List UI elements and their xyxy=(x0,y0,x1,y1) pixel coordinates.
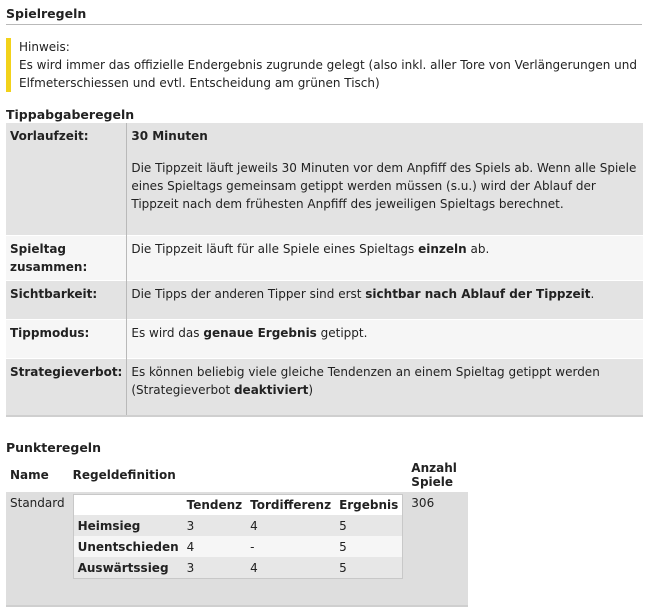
row-label: Auswärtssieg xyxy=(73,557,183,579)
rule-value-text: Die Tipps der anderen Tipper sind erst xyxy=(131,287,366,301)
rule-value-text: Die Tippzeit läuft für alle Spiele eines Spieltags xyxy=(131,242,419,256)
page-title: Spielregeln xyxy=(6,6,642,25)
rule-value-bold: 30 Minuten xyxy=(131,129,208,143)
rule-row-spieltag xyxy=(6,236,643,281)
rule-row-vorlaufzeit xyxy=(6,123,643,236)
value-tordifferenz: 4 xyxy=(246,557,335,579)
rule-definition xyxy=(69,492,408,606)
inner-row-auswaertssieg xyxy=(73,557,403,579)
value-tordifferenz: 4 xyxy=(246,515,335,536)
header-ergebnis: Ergebnis xyxy=(339,498,399,512)
inner-header-row xyxy=(73,495,403,516)
header-tendenz: Tendenz xyxy=(186,498,243,512)
punkteregeln-table xyxy=(6,458,468,607)
rule-value xyxy=(127,123,643,236)
inner-row-unentschieden xyxy=(73,536,403,557)
rule-row-sichtbarkeit xyxy=(6,281,643,320)
rule-value xyxy=(127,236,643,281)
value-tendenz: 3 xyxy=(183,515,247,536)
header-tordifferenz: Tordifferenz xyxy=(250,498,332,512)
value-ergebnis: 5 xyxy=(335,536,403,557)
game-count: 306 xyxy=(407,492,468,606)
rule-row-tippmodus xyxy=(6,320,643,359)
punkteregeln-title: Punkteregeln xyxy=(6,440,101,455)
rule-value-bold: genaue Ergebnis xyxy=(203,326,317,340)
rule-name: Standard xyxy=(6,492,69,606)
header-anzahl-spiele: Anzahl Spiele xyxy=(411,461,457,489)
rule-value xyxy=(127,320,643,359)
rule-value-text: ab. xyxy=(466,242,490,256)
row-label: Unentschieden xyxy=(73,536,183,557)
hint-box xyxy=(6,38,647,92)
rule-value-bold: sichtbar nach Ablauf der Tippzeit xyxy=(365,287,591,301)
header-name: Name xyxy=(10,468,49,482)
rule-value-text: getippt. xyxy=(316,326,368,340)
rule-key: Tippmodus: xyxy=(6,320,127,359)
inner-row-heimsieg xyxy=(73,515,403,536)
rule-value-bold: einzeln xyxy=(418,242,467,256)
rule-value-bold: deaktiviert xyxy=(233,383,309,397)
tippabgabe-rules-table xyxy=(6,123,643,417)
hint-label: Hinweis: xyxy=(19,40,70,54)
punkte-header-row xyxy=(6,458,468,492)
rule-key: Strategieverbot: xyxy=(6,359,127,417)
rule-value-text: ) xyxy=(308,383,314,397)
rule-value-text: Es wird das xyxy=(131,326,204,340)
value-ergebnis: 5 xyxy=(335,557,403,579)
punkte-row-standard xyxy=(6,492,468,606)
value-tendenz: 3 xyxy=(183,557,247,579)
value-tendenz: 4 xyxy=(183,536,247,557)
value-ergebnis: 5 xyxy=(335,515,403,536)
rule-row-strategieverbot xyxy=(6,359,643,417)
rule-value xyxy=(127,359,643,417)
points-definition-table xyxy=(73,494,404,579)
row-label: Heimsieg xyxy=(73,515,183,536)
rule-value-text: Es können beliebig viele gleiche Tendenzen an einem Spieltag getippt werden (Strategieverbot xyxy=(131,365,600,397)
rule-key: Vorlaufzeit: xyxy=(6,123,127,236)
hint-text: Es wird immer das offizielle Endergebnis zugrunde gelegt (also inkl. aller Tore von Verlängerungen und Elfmeterschiessen und evtl. Entscheidung am grünen Tisch) xyxy=(19,58,637,90)
value-tordifferenz: - xyxy=(246,536,335,557)
rule-value xyxy=(127,281,643,320)
rule-value-text: Die Tippzeit läuft jeweils 30 Minuten vor dem Anpfiff des Spiels ab. Wenn alle Spiele eines Spieltags gemeinsam getippt werden müssen (s.u.) wird der Ablauf der Tippzeit nach dem frühesten Anpfiff des jeweiligen Spieltags berechnet. xyxy=(131,161,637,211)
rule-key: Sichtbarkeit: xyxy=(6,281,127,320)
rule-key: Spieltag zusammen: xyxy=(6,236,127,281)
rule-value-text: . xyxy=(590,287,595,301)
tippabgaberegeln-title: Tippabgaberegeln xyxy=(6,107,135,122)
header-regeldefinition: Regeldefinition xyxy=(72,468,176,482)
